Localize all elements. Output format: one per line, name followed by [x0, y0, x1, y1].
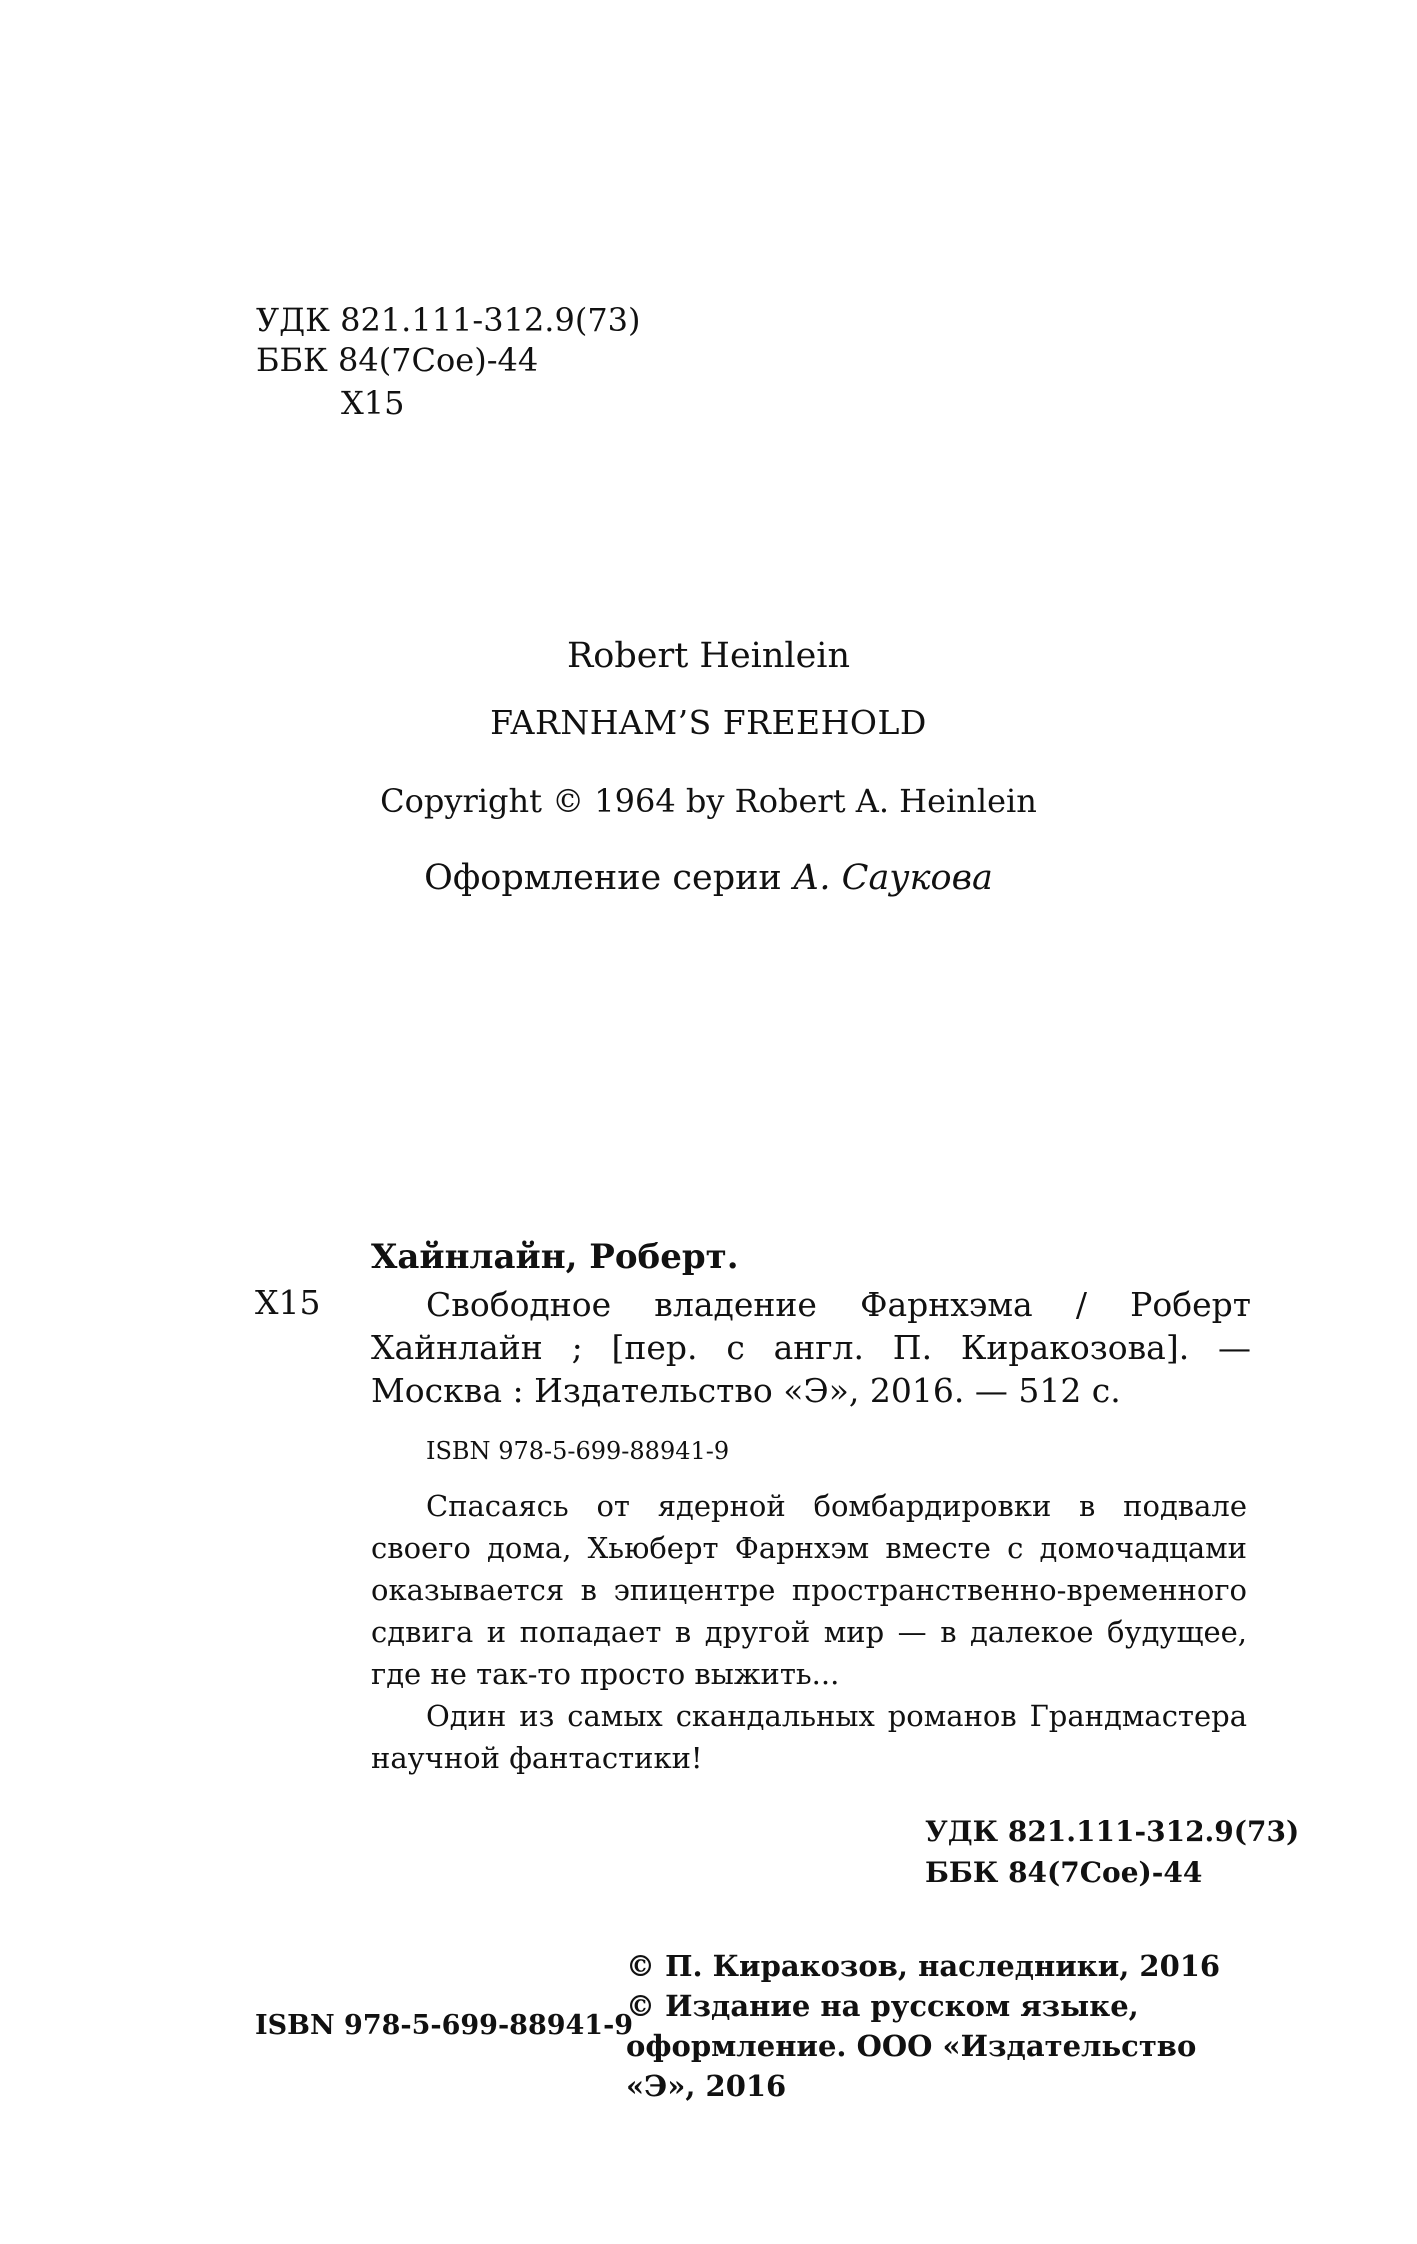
bibliographic-author-heading: Хайнлайн, Роберт.	[371, 1237, 739, 1277]
annotation-paragraph-2: Один из самых скандальных романов Грандмастера научной фантастики!	[371, 1699, 1247, 1775]
bibliographic-author-mark: Х15	[255, 1283, 321, 1322]
copyright-translator: © П. Киракозов, наследники, 2016	[626, 1949, 1221, 1983]
bibliographic-isbn: ISBN 978-5-699-88941-9	[426, 1437, 730, 1465]
annotation	[371, 1485, 1247, 1779]
series-design-label: Оформление серии	[424, 858, 782, 898]
series-designer-name: А. Саукова	[792, 858, 993, 898]
original-copyright: Copyright © 1964 by Robert A. Heinlein	[380, 782, 1037, 820]
original-title: FARNHAM’S FREEHOLD	[490, 703, 927, 742]
udk-code-bottom: УДК 821.111-312.9(73)	[925, 1815, 1300, 1848]
footer-copyrights	[626, 1946, 1251, 2106]
author-mark-top: Х15	[341, 384, 405, 422]
original-author: Robert Heinlein	[566, 636, 851, 676]
bibliographic-description	[371, 1283, 1251, 1412]
bbk-code-top: ББК 84(7Сое)-44	[256, 341, 539, 379]
annotation-paragraph-1: Спасаясь от ядерной бомбардировки в подвале своего дома, Хьюберт Фарнхэм вместе с домочадцами оказывается в эпицентре пространственно-временного сдвига и попадает в другой мир — в далекое будущее, где не так-то просто выжить...	[371, 1489, 1247, 1691]
copyright-edition: © Издание на русском языке, оформление. ООО «Издательство «Э», 2016	[626, 1989, 1197, 2103]
footer-isbn: ISBN 978-5-699-88941-9	[255, 2010, 634, 2041]
bbk-code-bottom: ББК 84(7Сое)-44	[925, 1856, 1203, 1889]
udk-code-top: УДК 821.111-312.9(73)	[256, 301, 641, 339]
series-design-credit	[0, 858, 1417, 898]
bibliographic-description-text: Свободное владение Фарнхэма / Роберт Хайнлайн ; [пер. с англ. П. Киракозова]. — Москва : Издательство «Э», 2016. — 512 с.	[371, 1285, 1251, 1410]
